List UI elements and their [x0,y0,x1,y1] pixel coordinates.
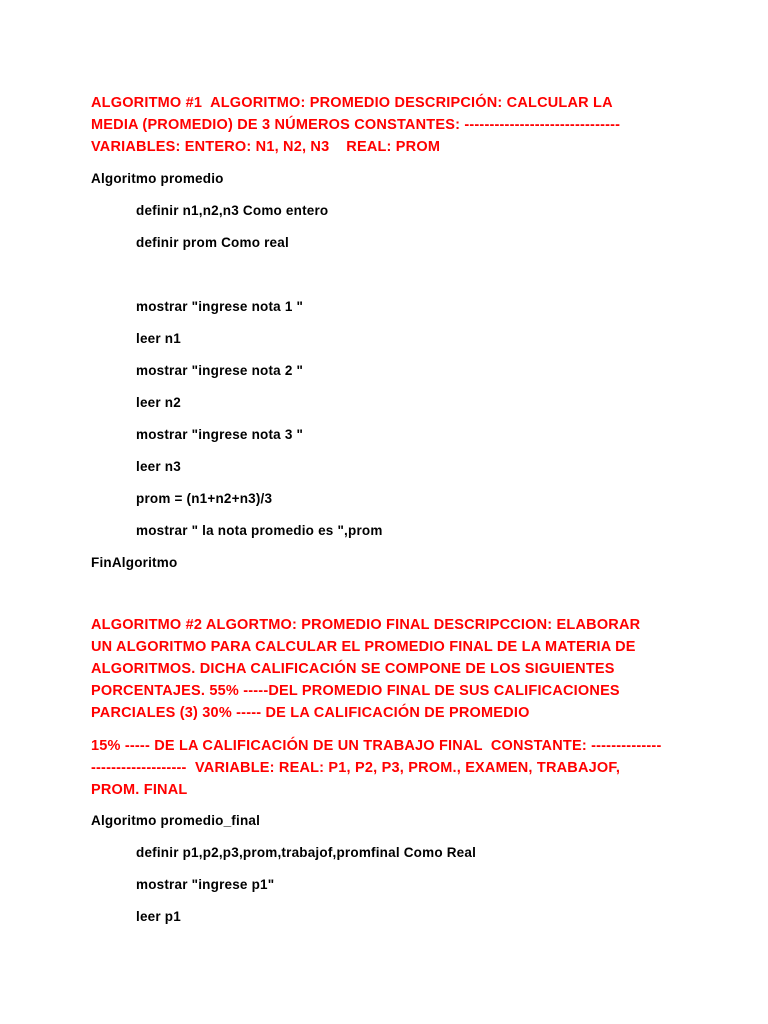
heading-line: VARIABLES: ENTERO: N1, N2, N3 REAL: PROM [91,139,441,155]
code-line: definir p1,p2,p3,prom,trabajof,promfinal Como Real [136,845,477,860]
code-line: mostrar "ingrese nota 3 " [136,427,304,442]
code-line: mostrar "ingrese nota 2 " [136,363,304,378]
heading-line: PARCIALES (3) 30% ----- DE LA CALIFICACIÓN DE PROMEDIO [91,705,530,721]
code-line: mostrar "ingrese p1" [136,877,275,892]
heading-line: ------------------- VARIABLE: REAL: P1, P2, P3, PROM., EXAMEN, TRABAJOF, [91,760,621,776]
heading-line: 15% ----- DE LA CALIFICACIÓN DE UN TRABAJO FINAL CONSTANTE: -------------- [91,738,662,754]
code-line: mostrar " la nota promedio es ",prom [136,523,383,538]
code-line: prom = (n1+n2+n3)/3 [136,491,273,506]
code-line: Algoritmo promedio_final [91,813,261,828]
code-line: leer p1 [136,909,181,924]
code-line: leer n2 [136,395,181,410]
code-line: leer n3 [136,459,181,474]
heading-line: MEDIA (PROMEDIO) DE 3 NÚMEROS CONSTANTES: ------------------------------- [91,117,621,133]
heading-line: UN ALGORITMO PARA CALCULAR EL PROMEDIO FINAL DE LA MATERIA DE [91,639,636,655]
code-line: Algoritmo promedio [91,171,224,186]
heading-line: ALGORITMOS. DICHA CALIFICACIÓN SE COMPONE DE LOS SIGUIENTES [91,661,615,677]
code-line: definir n1,n2,n3 Como entero [136,203,329,218]
heading-line: PROM. FINAL [91,782,188,798]
code-line: definir prom Como real [136,235,289,250]
code-line: FinAlgoritmo [91,555,178,570]
heading-line: ALGORITMO #1 ALGORITMO: PROMEDIO DESCRIPCIÓN: CALCULAR LA [91,95,613,111]
code-line: mostrar "ingrese nota 1 " [136,299,304,314]
code-line: leer n1 [136,331,181,346]
heading-line: ALGORITMO #2 ALGORTMO: PROMEDIO FINAL DESCRIPCCION: ELABORAR [91,617,641,633]
heading-line: PORCENTAJES. 55% -----DEL PROMEDIO FINAL DE SUS CALIFICACIONES [91,683,620,699]
